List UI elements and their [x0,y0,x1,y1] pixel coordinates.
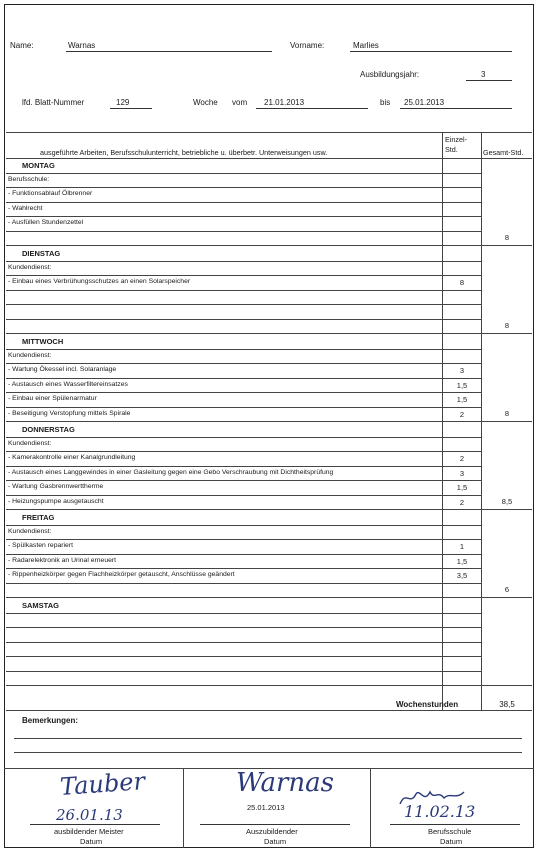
einzel-hours: 1,5 [456,395,468,404]
activity-text: - Radarelektronik an Urinal erneuert [8,556,117,564]
meister-date: 26.01.13 [56,806,123,824]
activity-text: - Wartung Ökessel incl. Solaranlage [8,366,117,373]
activity-text: - Einbau einer Spülenarmatur [8,395,97,402]
einzel-hours: 1,5 [456,483,468,492]
einzel-header-line1: Einzel- [445,135,467,144]
meister-signature-line [30,824,160,825]
name-underline [66,51,272,52]
row-divider [6,173,481,174]
wochenstunden-value: 38,5 [499,700,515,709]
day-title: FREITAG [22,513,55,522]
day-divider [6,245,532,246]
day-title: DIENSTAG [22,249,61,258]
day-title: MONTAG [22,161,55,170]
report-sheet [4,4,534,848]
row-divider [6,437,481,438]
row-divider [6,583,481,584]
azubi-signature-line [200,824,350,825]
berufsschule-signature-line [390,824,520,825]
row-divider [6,525,481,526]
day-divider [6,333,532,334]
day-total-hours: 8 [504,409,510,418]
activity-text: Kundendienst: [8,351,52,359]
row-divider [6,216,481,217]
vorname-underline [350,51,512,52]
woche-label: Woche [193,98,218,107]
remarks-line [14,752,522,753]
activity-text: - Spülkasten repariert [8,542,73,549]
bis-underline [400,108,512,109]
day-total-hours: 8,5 [501,497,513,506]
day-divider [6,421,532,422]
azubi-role: Auszubildender [246,827,298,836]
meister-signature: Tauber [59,767,146,801]
einzel-header-line2: Std. [445,145,458,154]
ausbildungsjahr-value: 3 [481,70,486,79]
table-border-top [6,132,532,133]
row-divider [6,319,481,320]
azubi-date-label: Datum [264,837,287,846]
activity-text: Kundendienst: [8,263,52,271]
einzel-hours: 8 [459,278,465,287]
row-divider [6,290,481,291]
activity-text: Kundendienst: [8,439,52,447]
day-total-hours: 6 [504,585,510,594]
berufsschule-date: 11.02.13 [404,802,476,821]
blatt-underline [110,108,152,109]
wochenstunden-column-border [481,694,482,710]
azubi-signature: Warnas [236,768,334,798]
row-divider [6,627,481,628]
row-divider [6,349,481,350]
day-total-hours: 8 [504,233,510,242]
activity-text: - Wahlrecht [8,204,43,212]
meister-date-label: Datum [80,837,103,846]
row-divider [6,466,481,467]
remarks-label: Bemerkungen: [22,716,79,725]
day-total-hours: 8 [504,321,510,330]
activity-text: - Beseitigung Verstopfung mittels Spirale [8,409,131,417]
activity-text: - Heizungspumpe ausgetauscht [8,497,104,505]
row-divider [6,568,481,569]
row-divider [6,656,481,657]
row-divider [6,407,481,408]
wochenstunden-row-border [6,710,532,711]
activity-text: - Kamerakontrolle einer Kanalgrundleitung [8,454,136,461]
row-divider [6,480,481,481]
vom-value: 21.01.2013 [264,98,305,107]
activity-text: - Austausch eines Langgewindes in einer Gasleitung gegen eine Gebo Verschraubung mit Dichtheitsprüfung [8,468,334,476]
day-divider [6,597,532,598]
vom-underline [256,108,368,109]
einzel-hours: 1 [459,542,465,551]
bis-value: 25.01.2013 [404,98,445,107]
row-divider [6,495,481,496]
bis-label: bis [380,98,391,107]
day-title: MITTWOCH [22,337,64,346]
meister-role: ausbildender Meister [54,827,124,836]
row-divider [6,275,481,276]
day-title: DONNERSTAG [22,425,75,434]
gesamt-header: Gesamt-Std. [483,148,524,157]
einzel-hours: 2 [459,497,465,507]
einzel-hours: 2 [459,454,465,463]
blatt-value: 129 [116,98,130,107]
row-divider [6,451,481,452]
einzel-hours: 3 [459,366,465,375]
activity-text: - Einbau eines Verbrühungsschutzes an einen Solarspeicher [8,278,191,285]
row-divider [6,392,481,393]
vorname-label: Vorname: [290,41,325,50]
signature-column-divider [183,768,184,848]
day-divider [6,509,532,510]
einzel-hours: 1,5 [456,556,468,566]
vorname-value: Marlies [353,41,379,50]
blatt-label: lfd. Blatt-Nummer [22,98,85,107]
table-header-border [6,158,532,159]
row-divider [6,539,481,540]
einzel-hours: 1,5 [456,380,468,390]
einzel-hours: 3,5 [456,571,468,580]
einzel-hours: 2 [459,409,465,419]
row-divider [6,642,481,643]
activity-text: - Austausch eines Wasserfiltereinsatzes [8,380,128,388]
activity-text: - Rippenheizkörper gegen Flachheizkörper getauscht, Anschlüsse geändert [8,571,235,578]
row-divider [6,671,481,672]
activity-text: - Funktionsablauf Ölbrenner [8,190,93,197]
azubi-date: 25.01.2013 [247,803,285,812]
name-value: Warnas [68,41,96,50]
ausbildungsjahr-label: Ausbildungsjahr: [360,70,420,79]
row-divider [6,187,481,188]
signature-column-divider [370,768,371,848]
name-label: Name: [10,41,34,50]
description-header: ausgeführte Arbeiten, Berufsschulunterricht, betriebliche u. überbetr. Unterweisungen usw. [40,148,328,157]
berufsschule-role: Berufsschule [428,827,472,836]
vom-label: vom [232,98,248,107]
row-divider [6,554,481,555]
activity-text: Kundendienst: [8,527,52,535]
remarks-line [14,738,522,739]
row-divider [6,363,481,364]
activity-text: Berufsschule: [8,175,50,183]
wochenstunden-label: Wochenstunden [396,700,459,709]
ausbildungsjahr-underline [466,80,512,81]
row-divider [6,304,481,305]
einzel-hours: 3 [459,468,465,478]
berufsschule-date-label: Datum [440,837,463,846]
day-divider [6,685,532,686]
day-title: SAMSTAG [22,601,59,610]
row-divider [6,613,481,614]
row-divider [6,261,481,262]
activity-text: - Wartung Gasbrennwerttherme [8,483,104,490]
row-divider [6,378,481,379]
row-divider [6,231,481,232]
row-divider [6,202,481,203]
activity-text: - Ausfüllen Stundenzettel [8,219,84,226]
